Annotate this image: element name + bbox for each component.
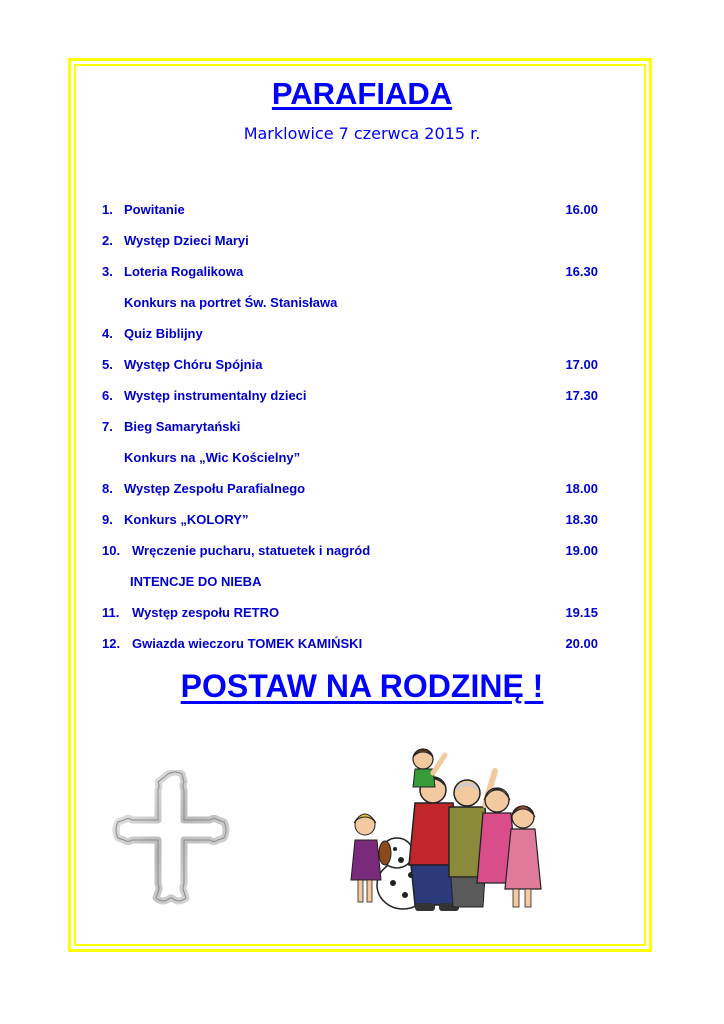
program-item <box>100 419 600 450</box>
program-item-time: 17.30 <box>565 388 598 403</box>
slogan: POSTAW NA RODZINĘ ! <box>180 668 544 704</box>
program-item-time: 18.00 <box>565 481 598 496</box>
program-item-number: 11. <box>102 605 120 620</box>
program-item-label: Konkurs na portret Św. Stanisława <box>124 295 338 310</box>
cross-icon <box>112 770 238 920</box>
program-item-number: 4. <box>102 326 113 341</box>
program-item-time: 19.00 <box>565 543 598 558</box>
family-illustration <box>345 745 545 915</box>
program-item-time: 20.00 <box>565 636 598 651</box>
program-item <box>100 543 600 574</box>
program-item <box>100 574 600 605</box>
program-item-time: 18.30 <box>565 512 598 527</box>
program-item-label: Gwiazda wieczoru TOMEK KAMIŃSKI <box>132 636 363 651</box>
program-item-number: 3. <box>102 264 113 279</box>
program-item <box>100 233 600 264</box>
program-item-label: Quiz Biblijny <box>124 326 203 341</box>
program-item-number: 9. <box>102 512 113 527</box>
program-item-label: Występ Zespołu Parafialnego <box>124 481 306 496</box>
program-item-label: Loteria Rogalikowa <box>124 264 244 279</box>
program-item-label: Powitanie <box>124 202 185 217</box>
program-item <box>100 605 600 636</box>
program-item <box>100 512 600 543</box>
program-list <box>100 202 600 667</box>
program-item-label: Bieg Samarytański <box>124 419 241 434</box>
program-item-label: Konkurs na „Wic Kościelny” <box>124 450 301 465</box>
program-item-number: 10. <box>102 543 121 558</box>
page-subtitle: Marklowice 7 czerwca 2015 r. <box>243 124 481 143</box>
program-item-number: 1. <box>102 202 113 217</box>
program-item-label: Konkurs „KOLORY” <box>124 512 249 527</box>
girl-figure <box>351 814 381 902</box>
page-title: PARAFIADA <box>271 76 453 111</box>
program-item-label: Występ Chóru Spójnia <box>124 357 263 372</box>
program-item-label: Występ instrumentalny dzieci <box>124 388 307 403</box>
program-item-number: 8. <box>102 481 113 496</box>
program-item-number: 6. <box>102 388 113 403</box>
program-item-time: 16.30 <box>565 264 598 279</box>
program-item <box>100 388 600 419</box>
program-item-label: INTENCJE DO NIEBA <box>130 574 262 589</box>
program-item <box>100 357 600 388</box>
program-item-time: 17.00 <box>565 357 598 372</box>
program-item <box>100 202 600 233</box>
program-item-number: 12. <box>102 636 121 651</box>
program-item-time: 16.00 <box>565 202 598 217</box>
program-item-label: Występ Dzieci Maryi <box>124 233 249 248</box>
program-item <box>100 636 600 667</box>
program-item <box>100 450 600 481</box>
program-item <box>100 295 600 326</box>
program-item <box>100 264 600 295</box>
program-item-time: 19.15 <box>565 605 598 620</box>
program-item-label: Występ zespołu RETRO <box>132 605 280 620</box>
program-item <box>100 326 600 357</box>
program-item-label: Wręczenie pucharu, statuetek i nagród <box>132 543 371 558</box>
program-item-number: 2. <box>102 233 113 248</box>
program-item-number: 7. <box>102 419 113 434</box>
program-item-number: 5. <box>102 357 113 372</box>
program-item <box>100 481 600 512</box>
